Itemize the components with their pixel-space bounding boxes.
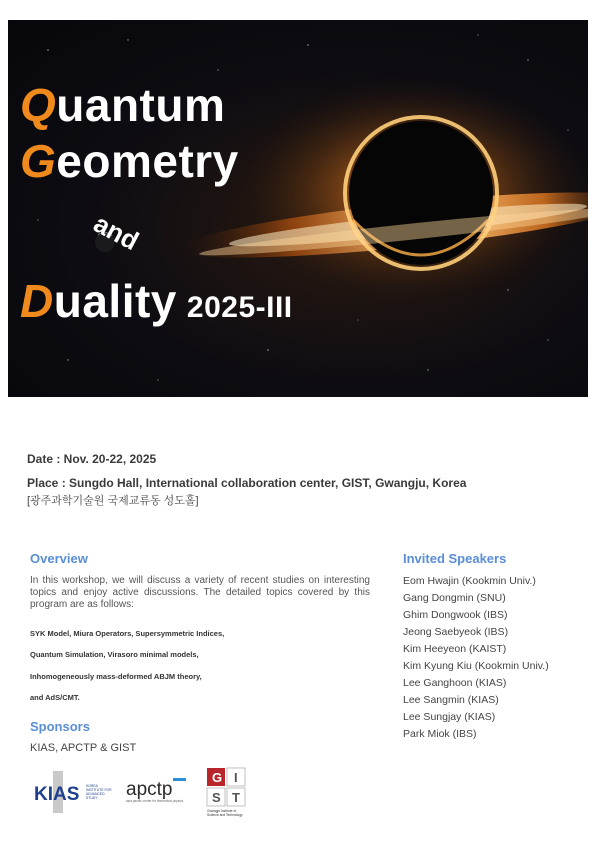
speaker-item: Park Miok (IBS)	[403, 728, 477, 740]
speaker-item: Lee Sungjay (KIAS)	[403, 711, 496, 723]
topic-line: Quantum Simulation, Virasoro minimal models,	[30, 650, 199, 659]
svg-text:T: T	[232, 790, 240, 805]
overview-text: In this workshop, we will discuss a variety of recent studies on interesting topics and enjoy active discussions. The detailed topics covered by this program are as follows:	[30, 575, 370, 610]
speaker-item: Eom Hwajin (Kookmin Univ.)	[403, 575, 536, 587]
speaker-item: Kim Heeyeon (KAIST)	[403, 643, 507, 655]
svg-text:KOREAINSTITUTE FORADVANCEDSTUD: KOREA INSTITUTE FOR ADVANCED STUDY	[86, 784, 112, 800]
svg-text:Science and Technology: Science and Technology	[207, 813, 243, 817]
svg-text:I: I	[234, 770, 238, 785]
speakers-list	[403, 574, 549, 744]
topic-line: Inhomogeneously mass-deformed ABJM theory,	[30, 672, 202, 681]
event-place: Place : Sungdo Hall, International collaboration center, GIST, Gwangju, Korea	[27, 476, 467, 490]
event-date: Date : Nov. 20-22, 2025	[27, 452, 157, 466]
title-duality: Duality 2025-III	[20, 275, 293, 327]
kias-logo	[34, 769, 114, 815]
svg-text:Gwangju Institute of: Gwangju Institute of	[207, 809, 237, 813]
black-hole-illustration	[8, 20, 588, 397]
title-and: and	[88, 208, 144, 257]
kias-wordmark: KIAS	[34, 784, 80, 805]
apctp-logo	[124, 775, 198, 805]
title-geometry: Geometry	[20, 135, 239, 187]
speaker-item: Lee Ganghoon (KIAS)	[403, 677, 507, 689]
speaker-item: Gang Dongmin (SNU)	[403, 592, 506, 604]
event-place-korean: [광주과학기술원 국제교류동 성도홀]	[27, 495, 199, 507]
svg-text:S: S	[212, 790, 221, 805]
topic-line: SYK Model, Miura Operators, Supersymmetric Indices,	[30, 629, 225, 638]
title-quantum: Quantum	[20, 79, 226, 131]
speaker-item: Lee Sangmin (KIAS)	[403, 694, 499, 706]
speaker-item: Kim Kyung Kiu (Kookmin Univ.)	[403, 660, 549, 672]
svg-text:G: G	[212, 770, 223, 785]
speakers-heading: Invited Speakers	[403, 551, 507, 566]
speaker-item: Ghim Dongwook (IBS)	[403, 609, 508, 621]
apctp-subtitle: asia pacific center for theoretical physics	[126, 799, 184, 803]
overview-heading: Overview	[30, 551, 88, 566]
apctp-wordmark: apctp	[126, 779, 173, 800]
edition-label: 2025-III	[186, 291, 293, 324]
gist-logo	[205, 766, 251, 818]
hero-banner	[8, 20, 588, 397]
sponsors-text: KIAS, APCTP & GIST	[30, 742, 137, 754]
sponsors-heading: Sponsors	[30, 719, 90, 734]
topic-line: and AdS/CMT.	[30, 693, 80, 702]
speaker-item: Jeong Saebyeok (IBS)	[403, 626, 509, 638]
